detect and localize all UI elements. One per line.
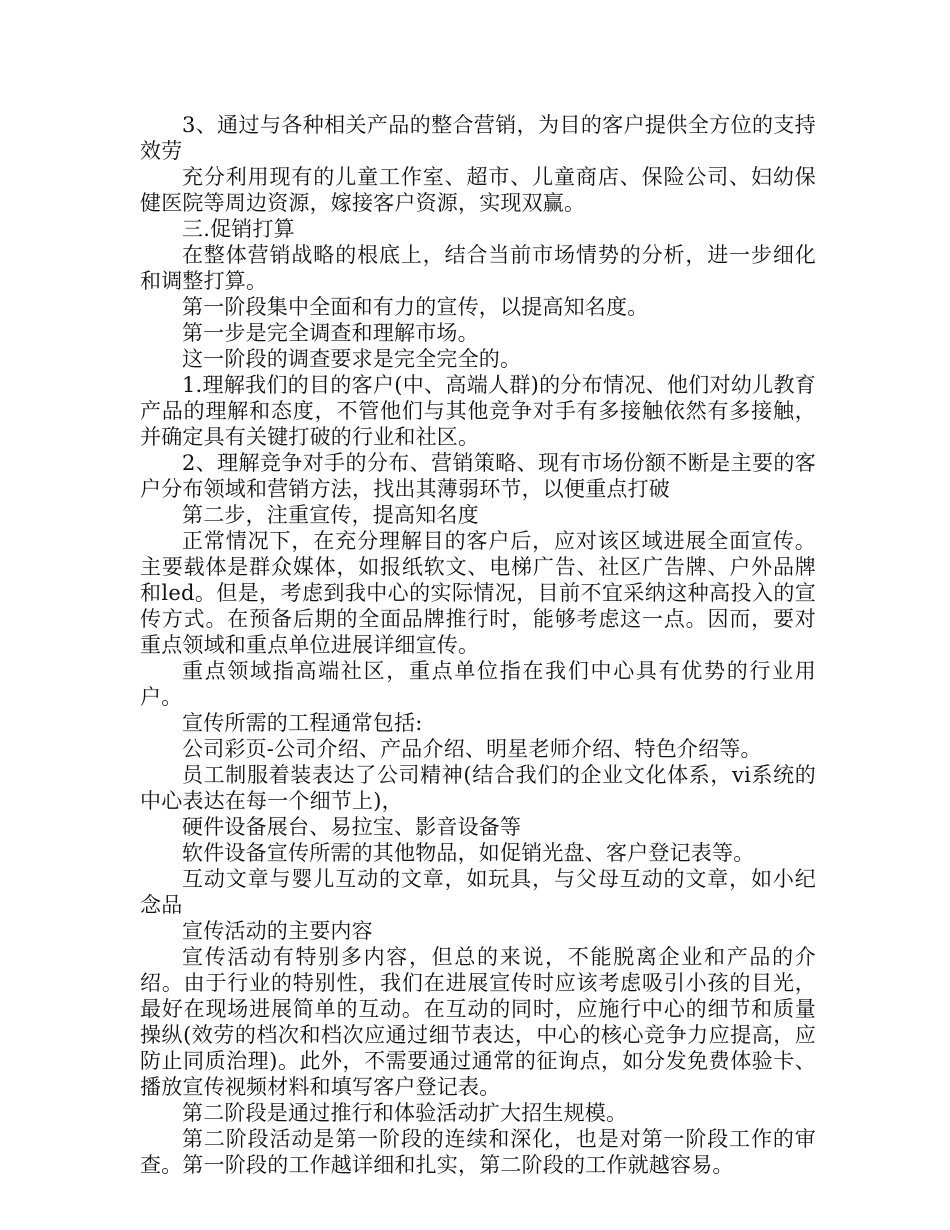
paragraph-overall-strategy: 在整体营销战略的根底上，结合当前市场情势的分析，进一步细化和调整打算。 <box>140 243 816 293</box>
paragraph-brochure: 公司彩页-公司介绍、产品介绍、明星老师介绍、特色介绍等。 <box>182 737 762 761</box>
paragraph-key-areas: 重点领域指高端社区，重点单位指在我们中心具有优势的行业用户。 <box>140 659 816 709</box>
paragraph-hardware: 硬件设备展台、易拉宝、影音设备等 <box>182 815 522 839</box>
paragraph-phase-two-activity: 第二阶段活动是第一阶段的连续和深化，也是对第一阶段工作的审查。第一阶段的工作越详细和扎实，第二阶段的工作就越容易。 <box>140 1127 816 1177</box>
section-heading-promotion-plan: 三.促销打算 <box>182 217 295 241</box>
paragraph-uniform: 员工制服着装表达了公司精神(结合我们的企业文化体系，vi系统的中心表达在每一个细节上)， <box>140 763 816 813</box>
paragraph-promotion-items: 宣传所需的工程通常包括: <box>182 711 423 735</box>
paragraph-phase-one: 第一阶段集中全面和有力的宣传，以提高知名度。 <box>182 295 649 319</box>
document-page <box>140 112 816 1178</box>
paragraph-survey-requirement: 这一阶段的调查要求是完全完全的。 <box>182 347 522 371</box>
paragraph-integrated-marketing: 3、通过与各种相关产品的整合营销，为目的客户提供全方位的支持效劳 <box>140 113 816 163</box>
paragraph-phase-two: 第二阶段是通过推行和体验活动扩大招生规模。 <box>182 1101 628 1125</box>
paragraph-software: 软件设备宣传所需的其他物品，如促销光盘、客户登记表等。 <box>182 841 755 865</box>
paragraph-target-customers: 1.理解我们的目的客户(中、高端人群)的分布情况、他们对幼儿教育产品的理解和态度，不管他们与其他竞争对手有多接触依然有多接触，并确定具有关键打破的行业和社区。 <box>140 373 816 449</box>
paragraph-interactive-items: 互动文章与婴儿互动的文章，如玩具，与父母互动的文章，如小纪念品 <box>140 867 816 917</box>
paragraph-competitors: 2、理解竞争对手的分布、营销策略、现有市场份额不断是主要的客户分布领域和营销方法，找出其薄弱环节，以便重点打破 <box>140 451 816 501</box>
paragraph-step-one: 第一步是完全调查和理解市场。 <box>182 321 479 345</box>
paragraph-activity-content: 宣传活动有特别多内容，但总的来说，不能脱离企业和产品的介绍。由于行业的特别性，我们在进展宣传时应该考虑吸引小孩的目光，最好在现场进展简单的互动。在互动的同时，应施行中心的细节和质量操纵(效劳的档次和档次应通过细节表达，中心的核心竞争力应提高，应防止同质治理)。此外，不需要通过通常的征询点，如分发免费体验卡、播放宣传视频材料和填写客户登记表。 <box>140 945 816 1099</box>
paragraph-resources: 充分利用现有的儿童工作室、超市、儿童商店、保险公司、妇幼保健医院等周边资源，嫁接客户资源，实现双赢。 <box>140 165 816 215</box>
paragraph-media-promotion: 正常情况下，在充分理解目的客户后，应对该区域进展全面宣传。主要载体是群众媒体，如报纸软文、电梯广告、社区广告牌、户外品牌和led。但是，考虑到我中心的实际情况，目前不宜采纳这种高投入的宣传方式。在预备后期的全面品牌推行时，能够考虑这一点。因而，要对重点领域和重点单位进展详细宣传。 <box>140 529 816 657</box>
paragraph-activity-content-heading: 宣传活动的主要内容 <box>182 919 373 943</box>
paragraph-step-two: 第二步，注重宣传，提高知名度 <box>182 503 479 527</box>
